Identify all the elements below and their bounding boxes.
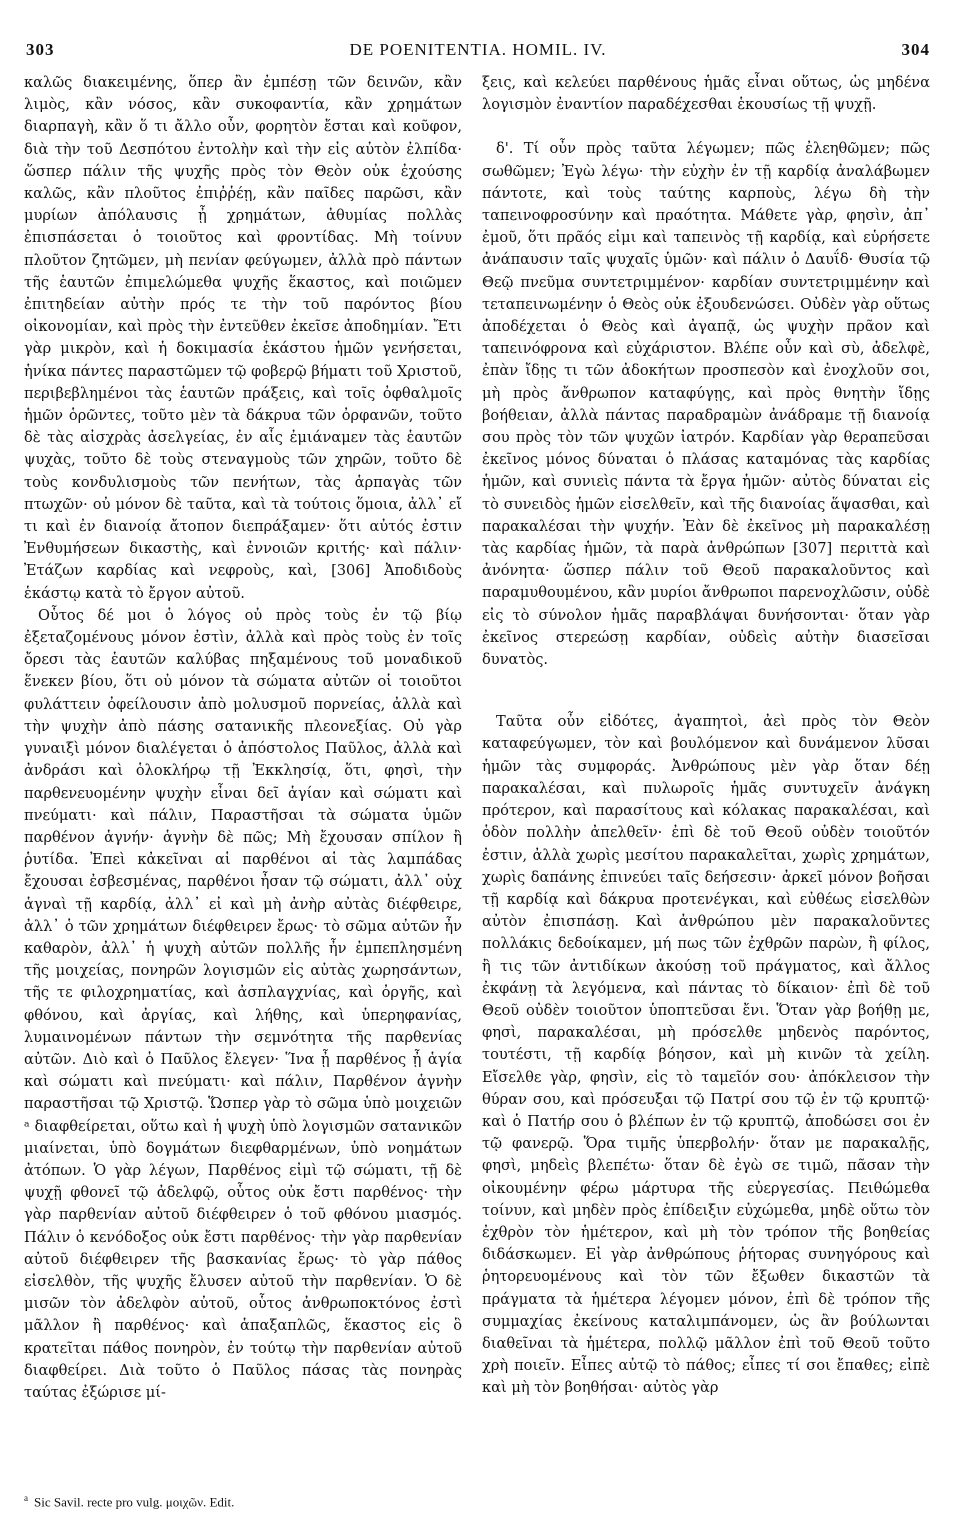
right-paragraph-3: Ταῦτα οὖν εἰδότες, ἀγαπητοὶ, ἀεὶ πρὸς τὸν Θεὸν καταφεύγωμεν, τὸν καὶ βουλόμενον καὶ δυνάμενον λῦσαι ἡμῶν τὰς συμφοράς. Ἀνθρώπους μὲν γὰρ ὅταν δέῃ παρακαλέσαι, καὶ πυλωροῖς ἡμᾶς συντυχεῖν ἀνάγκη πρότερον, καὶ παρασίτους καὶ κόλακας παρακαλέσαι, καὶ ὁδὸν πολλὴν ἀπελθεῖν· ἐπὶ δὲ τοῦ Θεοῦ οὐδὲν τοιοῦτόν ἐστιν, ἀλλὰ χωρὶς μεσίτου παρακαλεῖται, χωρὶς χρημάτων, χωρὶς δαπάνης ἐπινεύει ταῖς δεήσεσιν· ἀρκεῖ μόνον βοῆσαι τῇ καρδίᾳ καὶ δάκρυα προτενέγκαι, καὶ εὐθέως εἰσελθὼν αὐτὸν ἐπισπάσῃ. Καὶ ἀνθρώπου μὲν παρακαλοῦντες πολλάκις δεδοίκαμεν, μή πως τῶν ἐχθρῶν παρὼν, ἢ φίλος, ἢ τις τῶν ἀντιδίκων ἀκούσῃ τοῦ πράγματος, καὶ ἄλλος ἐκφάνῃ τὰ λεγόμενα, καὶ πάντας τὸ δίκαιον· ἐπὶ δὲ τοῦ Θεοῦ οὐδὲν τοιοῦτον ὑποπτεῦσαι ἔνι. Ὅταν γὰρ βοήθῃ με, φησὶ, παρακαλέσαι, μὴ πρόσελθε μηδενὸς παρόντος, τουτέστι, τῇ καρδίᾳ βόησον, καὶ μὴ κινῶν τὰ χείλη. Εἴσελθε γὰρ, φησὶν, εἰς τὸ ταμεῖόν σου· ἀπόκλεισον τὴν θύραν σου, καὶ πρόσευξαι τῷ Πατρί σου τῷ ἐν τῷ κρυπτῷ· καὶ ὁ Πατήρ σου ὁ βλέπων ἐν τῷ κρυπτῷ, ἀποδώσει σοι ἐν τῷ φανερῷ. Ὅρα τιμῆς ὑπερβολήν· ὅταν με παρακαλῇς, φησὶ, μηδεὶς βλεπέτω· ὅταν δὲ ἐγὼ σε τιμῶ, πᾶσαν τὴν οἰκουμένην φέρω μάρτυρα τῆς εὐεργεσίας. Πειθώμεθα τοίνυν, καὶ μηδὲν πρὸς ἐπίδειξιν εὐχώμεθα, μηδὲ οὕτω τὸν ἐχθρὸν τὸν ἡμέτερον, καὶ μὴ τὸν τρόπον τῆς βοηθείας διδάσκωμεν. Εἰ γὰρ ἀνθρώπους ῥήτορας συνηγόρους καὶ ῥητορευομένους καὶ τὸν τῶν ἔξωθεν δικαστῶν τὰ πράγματα τὰ ἡμέτερα λέγομεν μόνον, ἐπὶ δὲ τρόπον τῆς συμμαχίας ἐκείνους καταλιμπάνομεν, ὡς ἂν βούλωνται διαθεῖναι τὰ ἡμέτερα, πολλῷ μᾶλλον ἐπὶ τοῦ Θεοῦ τοῦτο χρὴ ποιεῖν. Εἶπες αὐτῷ τὸ πάθος; εἶπες τί σοι ἔπαθες; εἰπὲ καὶ μὴ τὸν βοηθήσαι· αὐτὸς γὰρ: [482, 713, 930, 1397]
right-column: [482, 72, 930, 1400]
right-paragraph-2: δ'. Τί οὖν πρὸς ταῦτα λέγωμεν; πῶς ἐλεηθῶμεν; πῶς σωθῶμεν; Ἐγὼ λέγω· τὴν εὐχὴν ἐν τῇ καρδίᾳ ἀναλάβωμεν πάντοτε, καὶ τοὺς ταύτης καρποὺς, λέγω δὴ τὴν ταπεινοφροσύνην καὶ πραότητα. Μάθετε γὰρ, φησὶν, ἀπ᾽ ἐμοῦ, ὅτι πρᾶός εἰμι καὶ ταπεινὸς τῇ καρδίᾳ, καὶ εὑρήσετε ἀνάπαυσιν ταῖς ψυχαῖς ὑμῶν· καὶ πάλιν ὁ Δαυΐδ· Θυσία τῷ Θεῷ πνεῦμα συντετριμμένον· καρδίαν συντετριμμένην καὶ τεταπεινωμένην ὁ Θεὸς οὐκ ἐξουδενώσει. Οὐδὲν γὰρ οὕτως ἀποδέχεται ὁ Θεὸς καὶ ἀγαπᾷ, ὡς ψυχὴν πρᾶον καὶ ταπεινόφρονα καὶ εὐχάριστον. Βλέπε οὖν καὶ σὺ, ἀδελφὲ, ἐπὰν ἴδῃς τι τῶν ἀδοκήτων προσπεσὸν καὶ ἐνοχλοῦν σοι, μὴ πρὸς ἄνθρωπον καταφύγῃς, καὶ πρὸς θνητὴν ἴδῃς βοήθειαν, ἀλλὰ πάντας παραδραμὼν ἀνάδραμε τῇ διανοίᾳ σου πρὸς τὸν τῶν ψυχῶν ἰατρόν. Καρδίαν γὰρ θεραπεῦσαι ἐκεῖνος μόνος δύναται ὁ πλάσας καταμόνας τὰς καρδίας ἡμῶν, καὶ συνιεὶς πάντα τὰ ἔργα ἡμῶν· αὐτὸς δύναται εἰς τὸ συνειδὸς ἡμῶν εἰσελθεῖν, καὶ τῆς διανοίας ἅψασθαι, καὶ παρακαλέσαι τὴν ψυχήν. Ἐὰν δὲ ἐκεῖνος μὴ παρακαλέσῃ τὰς καρδίας ἡμῶν, τὰ παρὰ ἀνθρώπων [307] περιττὰ καὶ ἀνόνητα· ὥσπερ πάλιν τοῦ Θεοῦ παρακαλοῦντος καὶ παραμυθουμένου, κἂν μυρίοι ἄνθρωποι παρενοχλῶσιν, οὐδὲ εἰς τὸ σύνολον ἡμᾶς παραβλάψαι δυνήσονται· ὅταν γὰρ ἐκεῖνος στερεώσῃ καρδίαν, οὐδεὶς αὐτὴν διασεῖσαι δυνατὸς.: [482, 140, 930, 669]
footnote-text: Sic Savil. recte pro vulg. μοιχῶν. Edit.: [34, 1494, 235, 1510]
right-paragraph-1: ξεις, καὶ κελεύει παρθένους ἡμᾶς εἶναι οὕτως, ὡς μηδένα λογισμὸν ἐναντίον παραδέχεσθαι ἑκουσίως τῇ ψυχῇ.: [482, 74, 930, 114]
footnote: [24, 1493, 462, 1510]
page-number-right: 304: [901, 40, 930, 59]
page-header: [26, 40, 930, 64]
running-title: DE POENITENTIA. HOMIL. IV.: [349, 40, 607, 59]
footnote-mark: a: [24, 1493, 28, 1503]
left-column: [24, 72, 462, 1404]
left-paragraph-1: καλῶς διακειμένης, ὅπερ ἂν ἐμπέσῃ τῶν δεινῶν, κἂν λιμὸς, κἂν νόσος, κἂν συκοφαντία, κἂν χρημάτων διαρπαγὴ, κἂν ὅ τι ἄλλο οὖν, φορητὸν ἔσται καὶ κοῦφον, διὰ τὴν τοῦ Δεσπότου ἐντολὴν καὶ τὴν εἰς αὐτὸν ἐλπίδα· ὥσπερ πάλιν τῆς ψυχῆς πρὸς τὸν Θεὸν οὐκ ἐχούσης καλῶς, κἂν πλοῦτος ἐπιῤῥέῃ, κἂν παῖδες παρῶσι, κἂν μυρίων ἀπόλαυσις ᾖ χρημάτων, ἀθυμίας πολλὰς ἐπισπάσεται ὁ τοιοῦτος καὶ φροντίδας. Μὴ τοίνυν πλοῦτον ζητῶμεν, μὴ πενίαν φεύγωμεν, ἀλλὰ πρὸ πάντων τῆς ἑαυτῶν ἐπιμελώμεθα ψυχῆς ἕκαστος, καὶ ποιῶμεν ἐπιτηδείαν αὐτὴν πρός τε τὴν τοῦ παρόντος βίου οἰκονομίαν, καὶ πρὸς τὴν ἐντεῦθεν ἐκεῖσε ἀποδημίαν. Ἔτι γὰρ μικρὸν, καὶ ἡ δοκιμασία ἑκάστου ἡμῶν γενήσεται, ἡνίκα πάντες παραστῶμεν τῷ φοβερῷ βήματι τοῦ Χριστοῦ, περιβεβλημένοι τὰς ἑαυτῶν πράξεις, καὶ τοῖς ὀφθαλμοῖς ἡμῶν ὁρῶντες, τοῦτο μὲν τὰ δάκρυα τῶν ὀρφανῶν, τοῦτο δὲ τὰς αἰσχρὰς ἀσελγείας, ἐν αἷς ἐμιάναμεν τὰς ἑαυτῶν ψυχὰς, τοῦτο δὲ τοὺς στεναγμοὺς τῶν χηρῶν, τοῦτο δὲ τοὺς κονδυλισμοὺς τῶν πενήτων, τὰς ἁρπαγὰς τῶν πτωχῶν· οὐ μόνον δὲ ταῦτα, καὶ τὰ τούτοις ὅμοια, ἀλλ᾽ εἴ τι καὶ ἐν διανοίᾳ ἄτοπον διεπράξαμεν· ὅτι αὐτός ἐστιν Ἐνθυμήσεων δικαστὴς, καὶ ἐννοιῶν κριτής· καὶ πάλιν· Ἐτάζων καρδίας καὶ νεφροὺς, καὶ, [306] Ἀποδιδοὺς ἑκάστῳ κατὰ τὸ ἔργον αὐτοῦ.: [24, 74, 462, 602]
left-paragraph-2: Οὗτος δέ μοι ὁ λόγος οὐ πρὸς τοὺς ἐν τῷ βίῳ ἐξεταζομένους μόνον ἐστὶν, ἀλλὰ καὶ πρὸς τοὺς ἐν τοῖς ὄρεσι τὰς ἑαυτῶν καλύβας πηξαμένους τοῦ μοναδικοῦ ἕνεκεν βίου, ὅτι οὐ μόνον τὰ σώματα αὐτῶν οἱ τοιοῦτοι φυλάττειν ὀφείλουσιν ἀπὸ μολυσμοῦ πορνείας, ἀλλὰ καὶ τὴν ψυχὴν ἀπὸ πάσης σατανικῆς πλεονεξίας. Οὐ γὰρ γυναιξὶ μόνον διαλέγεται ὁ ἀπόστολος Παῦλος, ἀλλὰ καὶ ἀνδράσι καὶ ὁλοκλήρῳ τῇ Ἐκκλησίᾳ, ὅτι, φησὶ, τὴν παρθενευομένην ψυχὴν εἶναι δεῖ ἁγίαν καὶ σώματι καὶ πνεύματι· καὶ πάλιν, Παραστῆσαι τὰ σώματα ὑμῶν παρθένον ἁγνήν· ἁγνὴν δὲ πῶς; Μὴ ἔχουσαν σπίλον ἢ ῥυτίδα. Ἐπεὶ κἀκεῖναι αἱ παρθένοι αἱ τὰς λαμπάδας ἔχουσαι ἐσβεσμένας, παρθένοι ἦσαν τῷ σώματι, ἀλλ᾽ οὐχ ἁγναὶ τῇ καρδίᾳ, ἀλλ᾽ εἰ καὶ μὴ ἀνὴρ αὐτὰς διέφθειρε, ἀλλ᾽ ὁ τῶν χρημάτων διέφθειρεν ἔρως· τὸ σῶμα αὐτῶν ἦν καθαρὸν, ἀλλ᾽ ἡ ψυχὴ αὐτῶν πολλῆς ἦν ἐμπεπλησμένη τῆς μοιχείας, πονηρῶν λογισμῶν εἰς αὐτὰς χωρησάντων, τῆς τε φιλοχρηματίας, καὶ ἀσπλαγχνίας, καὶ ὀργῆς, καὶ φθόνου, καὶ ἀργίας, καὶ λήθης, καὶ ὑπερηφανίας, λυμαινομένων πάντων τὴν σεμνότητα τῆς παρθενίας αὐτῶν. Διὸ καὶ ὁ Παῦλος ἔλεγεν· Ἵνα ᾖ παρθένος ᾖ ἁγία καὶ σώματι καὶ πνεύματι· καὶ πάλιν, Παρθένον ἁγνὴν παραστῆσαι τῷ Χριστῷ. Ὥσπερ γὰρ τὸ σῶμα ὑπὸ μοιχειῶν ᵃ διαφθείρεται, οὕτω καὶ ἡ ψυχὴ ὑπὸ λογισμῶν σατανικῶν μιαίνεται, ὑπὸ δογμάτων διεφθαρμένων, ὑπὸ νοημάτων ἀτόπων. Ὁ γὰρ λέγων, Παρθένος εἰμὶ τῷ σώματι, τῇ δὲ ψυχῇ φθονεῖ τῷ ἀδελφῷ, οὗτος οὐκ ἔστι παρθένος· τὴν γὰρ παρθενίαν αὐτοῦ διέφθειρεν ὁ τοῦ φθόνου μιασμός. Πάλιν ὁ κενόδοξος οὐκ ἔστι παρθένος· τὴν γὰρ παρθενίαν αὐτοῦ διέφθειρεν τῆς βασκανίας ἔρως· τὸ γὰρ πάθος εἰσελθὸν, τῆς ψυχῆς ἔλυσεν αὐτοῦ τὴν παρθενίαν. Ὁ δὲ μισῶν τὸν ἀδελφὸν αὐτοῦ, οὗτος ἀνθρωποκτόνος ἐστὶ μᾶλλον ἢ παρθένος· καὶ ἁπαξαπλῶς, ἕκαστος εἰς ὃ κρατεῖται πάθος πονηρὸν, ἐν τούτῳ τὴν παρθενίαν αὐτοῦ διαφθείρει. Διὰ τοῦτο ὁ Παῦλος πάσας τὰς πονηρὰς ταύτας ἐξώρισε μί-: [24, 606, 462, 1401]
page-number-left: 303: [26, 40, 55, 59]
